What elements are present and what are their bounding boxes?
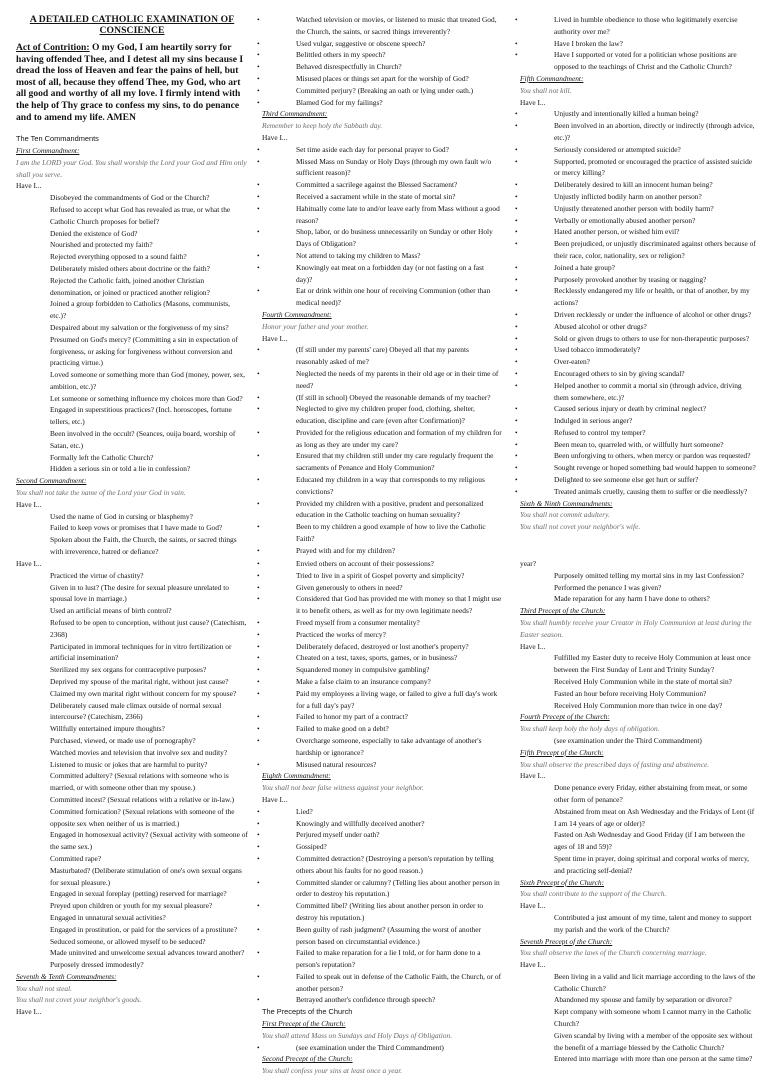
examination-item: • Set time aside each day for personal prayer to God? [262, 144, 502, 156]
examination-item: Loved someone or something more than God (money, power, sex, ambition, etc.)? [50, 370, 246, 391]
examination-item: Fulfilled my Easter duty to receive Holy Communion at least once between the First Sunday of Lent and Trinity Sunday? [554, 653, 751, 675]
examination-item: • Provided for the religious education and formation of my children for as long as they are under my care? [262, 427, 502, 451]
examination-item: Engaged in homosexual activity? (Sexual activity with someone of the same sex.) [50, 830, 248, 852]
examination-item: • Refused to control my temper? [520, 427, 756, 439]
examination-item: Deliberately caused male climax outside of normal sexual intercourse? (Catechism, 2366) [50, 700, 222, 722]
commandment-heading: Seventh & Tenth Commandments: [16, 971, 117, 981]
examination-item: Engaged in superstitious practices? (Incl. horoscopes, fortune tellers, etc.) [50, 405, 232, 427]
examination-item: • Make a false claim to an insurance company? [262, 676, 502, 688]
examination-item: • Blamed God for my failings? [262, 97, 502, 109]
prompt-text: Have I... [16, 559, 42, 568]
examination-item: Denied the existence of God? [50, 228, 138, 238]
examination-item: Claimed my own marital right without concern for my spouse? [50, 688, 237, 698]
examination-item: • Overcharge someone, especially to take advantage of another's hardship or ignorance? [262, 735, 502, 759]
column-bottom-middle [262, 558, 502, 1076]
examination-item: • Been to my children a good example of how to live the Catholic Faith? [262, 521, 502, 545]
commandment-heading: Third Precept of the Church: [520, 606, 606, 616]
examination-item: Listened to music or jokes that are harmful to purity? [50, 759, 208, 769]
prompt-text: Have I... [16, 181, 42, 191]
examination-item: • Prayed with and for my children? [262, 545, 502, 557]
commandment-heading: Eighth Commandment: [262, 771, 331, 781]
examination-item: • Committed perjury? (Breaking an oath or lying under oath.) [262, 85, 502, 97]
examination-item: • Over-eaten? [520, 356, 756, 368]
examination-item: • Have I supported or voted for a politician whose positions are opposed to the teachings of Christ and the Catholic Church? [520, 49, 756, 73]
commandment-text: You shall not take the name of the Lord your God in vain. [16, 488, 186, 498]
examination-item: Committed rape? [50, 853, 102, 863]
examination-item: • Been guilty of rash judgment? (Assuming the worst of another person based on circumstantial evidence.) [262, 924, 502, 948]
examination-item: • Committed a sacrilege against the Blessed Sacrament? [262, 179, 502, 191]
examination-item: Deprived my spouse of the marital right, without just cause? [50, 676, 229, 686]
commandment-text: I am the LORD your God. You shall worship the Lord your God and Him only shall you serve. [16, 157, 247, 179]
examination-item: • Behaved disrespectfully in Church? [262, 61, 502, 73]
examination-item: • Hated another person, or wished him evil? [520, 226, 756, 238]
examination-item: • Been mean to, quarreled with, or willfully hurt someone? [520, 439, 756, 451]
prompt-text: Have I... [262, 794, 288, 804]
commandment-text: You shall humbly receive your Creator in Holy Communion at least during the Easter season. [520, 617, 752, 639]
examination-item: Let someone or something influence my choices more than God? [50, 393, 243, 403]
prompt-text: Have I... [520, 960, 546, 970]
document-title [16, 14, 248, 36]
examination-item: Received Holy Communion more than twice in one day? [554, 700, 723, 710]
examination-item: • (If still in school) Obeyed the reasonable demands of my teacher? [262, 392, 502, 404]
examination-item: • (If still under my parents' care) Obeyed all that my parents reasonably asked of me? [262, 344, 502, 368]
prompt-text: Have I... [262, 333, 288, 343]
examination-item: • Used vulgar, suggestive or obscene speech? [262, 38, 502, 50]
prompt-text: Have I... [16, 499, 42, 509]
examination-item: • Lived in humble obedience to those who legitimately exercise authority over me? [520, 14, 756, 38]
commandment-heading: Second Precept of the Church: [262, 1054, 353, 1064]
examination-item: • Sold or given drugs to others to use for non-therapeutic purposes? [520, 333, 756, 345]
examination-item: • Been involved in an abortion, directly or indirectly (through advice, etc.)? [520, 120, 756, 144]
examination-item: Participated in immoral techniques for in vitro fertilization or artificial insemination? [50, 641, 232, 663]
examination-item: Done penance every Friday, either abstaining from meat, or some other form of penance? [554, 783, 748, 804]
examination-item: • Given generously to others in need? [262, 582, 502, 594]
examination-item: • Belittled others in my speech? [262, 49, 502, 61]
examination-item: • Paid my employees a living wage, or failed to give a full day's work for a full day's pay? [262, 688, 502, 712]
examination-item: • Provided my children with a positive, prudent and personalized education in the Catholic teaching on human sexuality? [262, 498, 502, 522]
prompt-text: year? [520, 559, 536, 568]
examination-item: • Indulged in serious anger? [520, 415, 756, 427]
commandment-text: You shall attend Mass on Sundays and Holy Days of Obligation. [262, 1030, 453, 1040]
prompt-text: Have I... [520, 771, 546, 781]
examination-item: • (see examination under the Third Commandment) [262, 1042, 502, 1054]
examination-item: • Abused alcohol or other drugs? [520, 321, 756, 333]
examination-item: • Unjustly threatened another person with bodily harm? [520, 203, 756, 215]
examination-item: Used an artificial means of birth control? [50, 606, 172, 616]
examination-item: Rejected everything opposed to a sound faith? [50, 252, 187, 262]
commandment-text: You shall keep holy the holy days of obligation. [520, 724, 660, 734]
examination-item: Engaged in sexual foreplay (petting) reserved for marriage? [50, 889, 227, 899]
column-top-right [520, 14, 756, 534]
column-items [520, 14, 756, 533]
examination-item: Seduced someone, or allowed myself to be seduced? [50, 936, 206, 946]
examination-item: Engaged in unnatural sexual activities? [50, 912, 166, 922]
prompt-text: Have I... [520, 641, 546, 651]
prompt-text: Have I... [520, 901, 546, 911]
examination-item: • Sought revenge or hoped something bad would happen to someone? [520, 462, 756, 474]
examination-item: Formally left the Catholic Church? [50, 452, 154, 462]
examination-item: • Seriously considered or attempted suicide? [520, 144, 756, 156]
examination-item: • Misused places or things set apart for the worship of God? [262, 73, 502, 85]
examination-item: • Deliberately desired to kill an innocent human being? [520, 179, 756, 191]
commandment-heading: Fourth Precept of the Church: [520, 712, 610, 722]
examination-item: • Failed to speak out in defense of the Catholic Faith, the Church, or of another person? [262, 971, 502, 995]
examination-item: • Driven recklessly or under the influence of alcohol or other drugs? [520, 309, 756, 321]
examination-item: • Delighted to see someone else get hurt or suffer? [520, 474, 756, 486]
examination-item: • Treated animals cruelly, causing them to suffer or die needlessly? [520, 486, 756, 498]
examination-item: • Considered that God has provided me with money so that I might use it to benefit others, as well as for my own legitimate needs? [262, 593, 502, 617]
examination-item: • Deliberately defaced, destroyed or lost another's property? [262, 641, 502, 653]
examination-item: Entered into marriage with more than one person at the same time? [554, 1054, 753, 1064]
commandment-text: You shall not covet your neighbor's wife. [520, 522, 641, 532]
prompt-text: Have I... [262, 132, 288, 142]
examination-item: Disobeyed the commandments of God or the Church? [50, 193, 210, 203]
commandment-heading: Sixth & Ninth Commandments: [520, 498, 613, 508]
commandment-heading: Third Commandment: [262, 109, 328, 119]
examination-item: • Committed detraction? (Destroying a person's reputation by telling others about his faults for no good reason.) [262, 853, 502, 877]
examination-item: • Purposely provoked another by teasing or nagging? [520, 274, 756, 286]
commandment-text: You shall observe the laws of the Church concerning marriage. [520, 948, 707, 958]
column-items [16, 558, 248, 1018]
examination-item: • Shop, labor, or do business unnecessarily on Sunday or other Holy Days of Obligation? [262, 226, 502, 250]
commandment-heading: First Commandment: [16, 145, 80, 155]
commandment-heading: Sixth Precept of the Church: [520, 877, 605, 887]
examination-item: • Committed slander or calumny? (Telling lies about another person in order to destroy his reputation.) [262, 877, 502, 901]
column-bottom-left [16, 558, 248, 1024]
examination-item: Purchased, viewed, or made use of pornography? [50, 735, 196, 745]
examination-item: Used the name of God in cursing or blasphemy? [50, 511, 193, 521]
prompt-text: Have I... [520, 97, 546, 107]
examination-item: • Eat or drink within one hour of receiving Communion (other than medical need)? [262, 285, 502, 309]
examination-item: Refused to be open to conception, without just cause? (Catechism, 2368) [50, 617, 247, 639]
examination-item: • Not attend to taking my children to Mass? [262, 250, 502, 262]
examination-item: Nourished and protected my faith? [50, 240, 153, 250]
examination-item: • Used tobacco immoderately? [520, 344, 756, 356]
examination-item: • Cheated on a test, taxes, sports, games, or in business? [262, 652, 502, 664]
examination-item: Presumed on God's mercy? (Committing a sin in expectation of forgiveness, or asking for forgiveness without conversion and practicing virtue.) [50, 334, 238, 368]
examination-item: Committed fornication? (Sexual relations with someone of the opposite sex when neither of us is married.) [50, 806, 235, 828]
column-bottom-right [520, 558, 756, 1064]
examination-item: Been living in a valid and licit marriage according to the laws of the Catholic Church? [554, 971, 756, 993]
examination-item: • Betrayed another's confidence through speech? [262, 994, 502, 1006]
examination-item: • Tried to live in a spirit of Gospel poverty and simplicity? [262, 570, 502, 582]
examination-item: • Recklessly endangered my life or health, or that of another, by my actions? [520, 285, 756, 309]
examination-item: Purposely dressed immodestly? [50, 960, 144, 970]
examination-item: Willfully entertained impure thoughts? [50, 724, 165, 734]
examination-item: (see examination under the Third Commandment) [554, 735, 702, 745]
commandment-text: You shall not bear false witness against your neighbor. [262, 783, 424, 793]
examination-item: • Practiced the works of mercy? [262, 629, 502, 641]
examination-item: • Ensured that my children still under my care regularly frequent the sacraments of Penance and Holy Communion? [262, 450, 502, 474]
commandment-text: Remember to keep holy the Sabbath day. [262, 121, 383, 131]
examination-item: • Been prejudiced, or unjustly discriminated against others because of their race, color, nationality, sex or religion? [520, 238, 756, 262]
commandment-text: Honor your father and your mother. [262, 321, 369, 331]
examination-item: • Neglected to give my children proper food, clothing, shelter, education, discipline and care (even after Confirmation)? [262, 403, 502, 427]
examination-item: • Unjustly and intentionally killed a human being? [520, 108, 756, 120]
examination-item: Despaired about my salvation or the forgiveness of my sins? [50, 322, 229, 332]
commandment-text: You shall not commit adultery. [520, 510, 610, 520]
examination-item: • Committed libel? (Writing lies about another person in order to destroy his reputation.) [262, 900, 502, 924]
examination-item: Made uninvited and unwelcome sexual advances toward another? [50, 948, 245, 958]
examination-item: • Encouraged others to sin by giving scandal? [520, 368, 756, 380]
examination-item: • Educated my children in a way that corresponds to my religious convictions? [262, 474, 502, 498]
examination-item: Performed the penance I was given? [554, 582, 662, 592]
examination-item: • Unjustly inflicted bodily harm on another person? [520, 191, 756, 203]
title-line-2: CONSCIENCE [99, 25, 165, 36]
act-of-contrition-text: O my God, I am heartily sorry for having offended Thee, and I detest all my sins because I dread the loss of Heaven and fear the pains of hell, but most of all, because they offend Thee, my God, who art all good and worthy of all my love. I firmly intend with the help of Thy grace to confess my sins, to do penance and to amend my life. AMEN [16, 42, 244, 123]
column-items [520, 558, 756, 1065]
examination-item: Kept company with someone whom I cannot marry in the Catholic Church? [554, 1007, 752, 1029]
commandment-text: You shall confess your sins at least once a year. [262, 1066, 403, 1076]
examination-item: • Helped another to commit a mortal sin (through advice, driving them somewhere, etc.)? [520, 380, 756, 404]
examination-item: Joined a group forbidden to Catholics (Masons, communists, etc.)? [50, 299, 231, 321]
column-items [262, 558, 502, 1077]
column-items [16, 133, 248, 558]
examination-item: Purposely omitted telling my mortal sins in my last Confession? [554, 570, 744, 580]
examination-item: • Freed myself from a consumer mentality? [262, 617, 502, 629]
examination-item: Given in to lust? (The desire for sexual pleasure unrelated to spousal love in marriage.) [50, 582, 229, 604]
commandment-text: You shall observe the prescribed days of fasting and abstinence. [520, 759, 710, 769]
examination-item: • Gossiped? [262, 841, 502, 853]
examination-item: • Have I broken the law? [520, 38, 756, 50]
commandment-text: You shall not kill. [520, 85, 572, 95]
title-line-1: A DETAILED CATHOLIC EXAMINATION OF [29, 14, 235, 25]
column-top-left [16, 14, 248, 557]
commandment-heading: Fourth Commandment: [262, 309, 332, 319]
examination-item: Abstained from meat on Ash Wednesday and the Fridays of Lent (if I am 14 years of age or older)? [554, 806, 755, 828]
examination-item: Given scandal by living with a member of the opposite sex without the benefit of a marriage blessed by the Catholic Church? [554, 1030, 753, 1052]
examination-item: • Failed to make good on a debt? [262, 723, 502, 735]
commandment-text: You shall not covet your neighbor's goods. [16, 995, 142, 1005]
examination-item: Failed to keep vows or promises that I have made to God? [50, 523, 223, 533]
examination-item: • Missed Mass on Sunday or Holy Days (through my own fault w/o sufficient reason)? [262, 156, 502, 180]
commandment-heading: First Precept of the Church: [262, 1019, 346, 1029]
examination-item: • Received a sacrament while in the state of mortal sin? [262, 191, 502, 203]
examination-item: Fasted on Ash Wednesday and Good Friday (if I am between the ages of 18 and 59)? [554, 830, 745, 852]
examination-item: Fasted an hour before receiving Holy Communion? [554, 688, 707, 698]
commandment-heading: Fifth Precept of the Church: [520, 747, 604, 757]
section-heading: The Precepts of the Church [262, 1007, 353, 1017]
examination-item: • Verbally or emotionally abused another person? [520, 215, 756, 227]
examination-item: • Been unforgiving to others, when mercy or pardon was requested? [520, 450, 756, 462]
examination-item: • Neglected the needs of my parents in their old age or in their time of need? [262, 368, 502, 392]
examination-item: • Supported, promoted or encouraged the practice of assisted suicide or mercy killing? [520, 156, 756, 180]
examination-item: • Lied? [262, 806, 502, 818]
examination-item: Rejected the Catholic faith, joined another Christian denomination, or joined or practiced another religion? [50, 275, 210, 297]
commandment-heading: Seventh Precept of the Church: [520, 936, 613, 946]
examination-item: • Misused natural resources? [262, 759, 502, 771]
examination-item: Been involved in the occult? (Seances, ouija board, worship of Satan, etc.) [50, 429, 236, 450]
examination-item: Watched movies and television that involve sex and nudity? [50, 747, 228, 757]
examination-item: Spent time in prayer, doing spiritual and corporal works of mercy, and practicing self-denial? [554, 853, 750, 875]
examination-item: Abandoned my spouse and family by separation or divorce? [554, 995, 732, 1005]
examination-item: Received Holy Communion while in the state of mortal sin? [554, 676, 732, 686]
examination-item: • Perjured myself under oath? [262, 829, 502, 841]
examination-item: • Knowingly and willfully deceived another? [262, 818, 502, 830]
examination-item: • Failed to make reparation for a lie I told, or for harm done to a person's reputation? [262, 947, 502, 971]
examination-item: Preyed upon children or youth for my sexual pleasure? [50, 901, 213, 911]
examination-item: Committed adultery? (Sexual relations with someone who is married, or with someone other than my spouse.) [50, 771, 229, 793]
examination-item: • Failed to honor my part of a contract? [262, 711, 502, 723]
column-top-middle [262, 14, 502, 555]
examination-item: Made reparation for any harm I have done to others? [554, 594, 710, 604]
commandment-heading: Second Commandment: [16, 476, 87, 486]
prompt-text: Have I... [16, 1007, 42, 1017]
act-of-contrition-label: Act of Contrition: [16, 42, 90, 53]
examination-item: • Joined a hate group? [520, 262, 756, 274]
examination-item: • Caused serious injury or death by criminal neglect? [520, 403, 756, 415]
examination-item: • Watched television or movies, or listened to music that treated God, the Church, the saints, or sacred things irreverently? [262, 14, 502, 38]
column-items [262, 14, 502, 557]
examination-item: • Envied others on account of their possessions? [262, 558, 502, 570]
examination-item: Deliberately misled others about doctrine or the faith? [50, 263, 210, 273]
examination-item: Spoken about the Faith, the Church, the saints, or sacred things with irreverence, hatred or defiance? [50, 535, 237, 557]
examination-item: • Squandered money in compulsive gambling? [262, 664, 502, 676]
examination-item: Contributed a just amount of my time, talent and money to support my parish and the work of the Church? [554, 912, 752, 934]
examination-item: Engaged in prostitution, or paid for the services of a prostitute? [50, 924, 237, 934]
examination-item: Masturbated? (Deliberate stimulation of one's own sexual organs for sexual pleasure.) [50, 865, 242, 887]
act-of-contrition [16, 42, 248, 123]
examination-item: Refused to accept what God has revealed as true, or what the Catholic Church proposes for belief? [50, 204, 231, 226]
examination-item: Practiced the virtue of chastity? [50, 570, 144, 580]
commandment-text: You shall not steal. [16, 983, 72, 993]
commandment-text: You shall contribute to the support of the Church. [520, 889, 667, 899]
examination-item: Hidden a serious sin or told a lie in confession? [50, 464, 191, 474]
examination-item: • Knowingly eat meat on a forbidden day (or not fasting on a fast day)? [262, 262, 502, 286]
examination-item: • Habitually come late to and/or leave early from Mass without a good reason? [262, 203, 502, 227]
examination-item: Committed incest? (Sexual relations with a relative or in-law.) [50, 794, 235, 804]
examination-item: Sterilized my sex organs for contraceptive purposes? [50, 665, 207, 675]
section-heading: The Ten Commandments [16, 134, 99, 144]
commandment-heading: Fifth Commandment: [520, 73, 584, 83]
